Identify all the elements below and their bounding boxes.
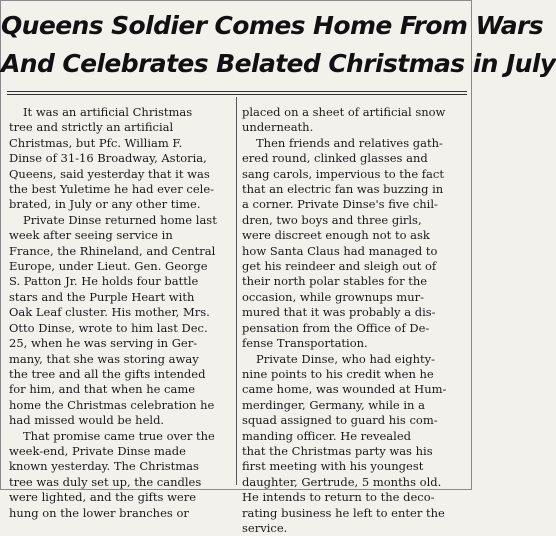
article-line: underneath. <box>242 120 314 135</box>
article-line: Christmas, but Pfc. William F. <box>9 135 183 150</box>
column-divider <box>236 97 237 485</box>
article-line: He intends to return to the deco- <box>242 490 435 505</box>
article-line: Private Dinse returned home last <box>23 212 217 227</box>
article-line: get his reindeer and sleigh out of <box>242 259 437 274</box>
article-line: rating business he left to enter the <box>242 505 445 520</box>
article-line: their north polar stables for the <box>242 274 428 289</box>
article-line: first meeting with his youngest <box>242 459 424 474</box>
article-line: home the Christmas celebration he <box>9 397 215 412</box>
article-line: many, that she was storing away <box>9 351 199 366</box>
article-line: pensation from the Office of De- <box>242 320 430 335</box>
article-line: the best Yuletime he had ever cele- <box>9 182 215 197</box>
article-line: were discreet enough not to ask <box>242 228 430 243</box>
article-line: week-end, Private Dinse made <box>9 443 186 458</box>
article-line: mured that it was probably a dis- <box>242 305 436 320</box>
article-line: stars and the Purple Heart with <box>9 289 195 304</box>
article-line: Private Dinse, who had eighty- <box>256 351 436 366</box>
article-line: ered round, clinked glasses and <box>242 151 428 166</box>
article-line: hung on the lower branches or <box>9 505 189 520</box>
article-line: brated, in July or any other time. <box>9 197 201 212</box>
article-line: fense Transportation. <box>242 336 368 351</box>
article-line: Queens, said yesterday that it was <box>9 166 210 181</box>
article-line: for him, and that when he came <box>9 382 196 397</box>
article-line: Otto Dinse, wrote to him last Dec. <box>9 320 208 335</box>
article-line: Europe, under Lieut. Gen. George <box>9 259 208 274</box>
article-line: known yesterday. The Christmas <box>9 459 199 474</box>
article-line: week after seeing service in <box>9 228 173 243</box>
article-line: that an electric fan was buzzing in <box>242 182 444 197</box>
headline-rule <box>7 91 467 92</box>
article-line: placed on a sheet of artificial snow <box>242 105 446 119</box>
article-line: manding officer. He revealed <box>242 428 411 443</box>
article-column-right <box>242 105 467 536</box>
article-line: service. <box>242 520 288 535</box>
article-line: came home, was wounded at Hum- <box>242 382 447 397</box>
article-line: S. Patton Jr. He holds four battle <box>9 274 199 289</box>
headline-rule-2 <box>7 94 467 95</box>
headline-line-1: Queens Soldier Comes Home From Wars <box>1 11 544 40</box>
article-line: That promise came true over the <box>23 428 215 443</box>
article-line: nine points to his credit when he <box>242 366 434 381</box>
article-line: merdinger, Germany, while in a <box>242 397 425 412</box>
article-line: daughter, Gertrude, 5 months old. <box>242 474 442 489</box>
article-line: 25, when he was serving in Ger- <box>9 336 198 351</box>
headline-line-2: And Celebrates Belated Christmas in July <box>1 49 556 78</box>
article-line: Oak Leaf cluster. His mother, Mrs. <box>9 305 210 320</box>
article-line: how Santa Claus had managed to <box>242 243 438 258</box>
article-line: sang carols, impervious to the fact <box>242 166 444 181</box>
article-line: squad assigned to guard his com- <box>242 413 438 428</box>
article-line: dren, two boys and three girls, <box>242 212 422 227</box>
article-line: the tree and all the gifts intended <box>9 366 206 381</box>
article-line: tree and strictly an artificial <box>9 120 174 135</box>
article-column-left <box>9 105 234 521</box>
article-line: had missed would be held. <box>9 413 165 428</box>
article-line: Dinse of 31-16 Broadway, Astoria, <box>9 151 207 166</box>
headline <box>1 1 556 89</box>
article-line: that the Christmas party was his <box>242 443 433 458</box>
article-line: It was an artificial Christmas <box>23 105 193 119</box>
article-line: were lighted, and the gifts were <box>9 490 197 505</box>
article-line: a corner. Private Dinse's five chil- <box>242 197 438 212</box>
article-line: Then friends and relatives gath- <box>256 135 443 150</box>
article-line: tree was duly set up, the candles <box>9 474 202 489</box>
article-line: occasion, while grownups mur- <box>242 289 425 304</box>
article-line: France, the Rhineland, and Central <box>9 243 216 258</box>
